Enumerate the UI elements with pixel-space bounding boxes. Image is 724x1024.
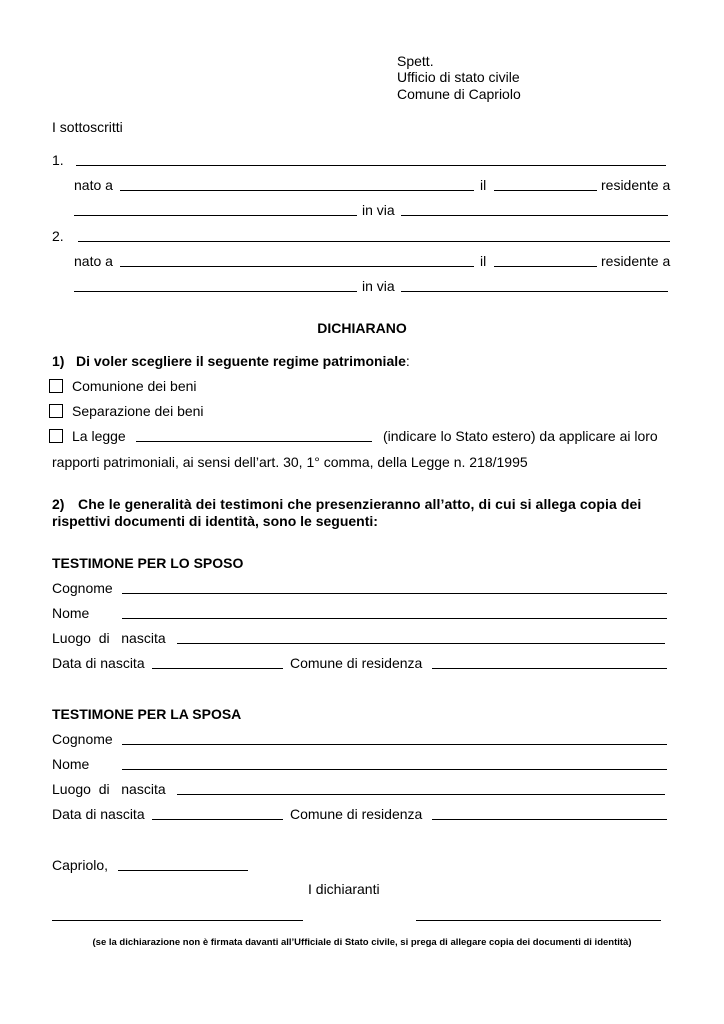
section-2-title-line-2: rispettivi documenti di identità, sono le seguenti: bbox=[52, 513, 378, 529]
section-2-title-line-1: Che le generalità dei testimoni che presenzieranno all’atto, di cui si allega copia dei bbox=[78, 496, 642, 512]
section-1-title-colon: : bbox=[405, 353, 410, 369]
signature-2-field[interactable] bbox=[416, 920, 661, 921]
foreign-law-hint: (indicare lo Stato estero) da applicare ai loro bbox=[383, 428, 658, 444]
witness-groom-birthdate-field[interactable] bbox=[152, 668, 283, 669]
section-2-number: 2) bbox=[52, 496, 65, 512]
recipient-line-1: Spett. bbox=[397, 53, 434, 69]
intro-text: I sottoscritti bbox=[52, 119, 123, 135]
witness-bride-name-label: Nome bbox=[52, 756, 90, 772]
witness-bride-birthdate-label: Data di nascita bbox=[52, 806, 145, 822]
witness-bride-surname-field[interactable] bbox=[122, 744, 667, 745]
signer-2-street-field[interactable] bbox=[401, 291, 668, 292]
section-1-number: 1) bbox=[52, 353, 65, 369]
witness-groom-surname-field[interactable] bbox=[122, 593, 667, 594]
witness-groom-name-label: Nome bbox=[52, 605, 90, 621]
foreign-state-field[interactable] bbox=[136, 441, 372, 442]
signer-2-date-label: il bbox=[480, 253, 487, 269]
witness-bride-surname-label: Cognome bbox=[52, 731, 113, 747]
signature-1-field[interactable] bbox=[52, 920, 303, 921]
signer-2-street-label: in via bbox=[362, 278, 395, 294]
witness-bride-birthplace-field[interactable] bbox=[177, 794, 665, 795]
option-foreign-law-checkbox[interactable] bbox=[49, 429, 63, 443]
signer-2-born-label: nato a bbox=[74, 253, 113, 269]
witness-groom-heading: TESTIMONE PER LO SPOSO bbox=[52, 555, 244, 571]
recipient-line-3: Comune di Capriolo bbox=[397, 86, 521, 102]
signer-2-residence-label: residente a bbox=[601, 253, 671, 269]
option-foreign-law-label: La legge bbox=[72, 428, 126, 444]
signer-2-name-field[interactable] bbox=[78, 241, 670, 242]
witness-groom-birthplace-field[interactable] bbox=[177, 643, 665, 644]
witness-bride-name-field[interactable] bbox=[122, 769, 667, 770]
witness-bride-residence-field[interactable] bbox=[432, 819, 667, 820]
recipient-line-2: Ufficio di stato civile bbox=[397, 69, 520, 85]
signer-1-date-label: il bbox=[480, 177, 487, 193]
signer-2-birthdate-field[interactable] bbox=[494, 266, 597, 267]
declare-heading: DICHIARANO bbox=[317, 320, 407, 336]
witness-bride-residence-label: Comune di residenza bbox=[290, 806, 423, 822]
signer-2-residence-field[interactable] bbox=[74, 291, 357, 292]
witness-groom-birthplace-label: Luogo di nascita bbox=[52, 630, 166, 646]
signer-2-number: 2. bbox=[52, 228, 64, 244]
witness-bride-heading: TESTIMONE PER LA SPOSA bbox=[52, 706, 242, 722]
section-1-title-text: Di voler scegliere il seguente regime patrimoniale bbox=[76, 353, 406, 369]
place-label: Capriolo, bbox=[52, 857, 109, 873]
section-1-title bbox=[76, 353, 410, 369]
signer-1-born-label: nato a bbox=[74, 177, 113, 193]
signer-1-street-field[interactable] bbox=[401, 215, 668, 216]
signer-1-number: 1. bbox=[52, 152, 64, 168]
signatories-label: I dichiaranti bbox=[308, 881, 380, 897]
signer-1-residence-label: residente a bbox=[601, 177, 671, 193]
foreign-law-continuation: rapporti patrimoniali, ai sensi dell’art. 30, 1° comma, della Legge n. 218/1995 bbox=[52, 454, 528, 470]
witness-groom-residence-label: Comune di residenza bbox=[290, 655, 423, 671]
signer-2-birthplace-field[interactable] bbox=[120, 266, 474, 267]
witness-groom-name-field[interactable] bbox=[122, 618, 667, 619]
signer-1-birthdate-field[interactable] bbox=[494, 190, 597, 191]
witness-bride-birthdate-field[interactable] bbox=[152, 819, 283, 820]
signer-1-birthplace-field[interactable] bbox=[120, 190, 474, 191]
date-field[interactable] bbox=[118, 870, 248, 871]
signer-1-street-label: in via bbox=[362, 202, 395, 218]
witness-bride-birthplace-label: Luogo di nascita bbox=[52, 781, 166, 797]
option-separation-checkbox[interactable] bbox=[49, 404, 63, 418]
witness-groom-birthdate-label: Data di nascita bbox=[52, 655, 145, 671]
signer-1-residence-field[interactable] bbox=[74, 215, 357, 216]
signer-1-name-field[interactable] bbox=[76, 165, 666, 166]
option-communion-checkbox[interactable] bbox=[49, 379, 63, 393]
witness-groom-surname-label: Cognome bbox=[52, 580, 113, 596]
footnote: (se la dichiarazione non è firmata davanti all’Ufficiale di Stato civile, si prega di allegare copia dei documenti di identità) bbox=[92, 937, 632, 948]
witness-groom-residence-field[interactable] bbox=[432, 668, 667, 669]
option-communion-label: Comunione dei beni bbox=[72, 378, 197, 394]
option-separation-label: Separazione dei beni bbox=[72, 403, 204, 419]
